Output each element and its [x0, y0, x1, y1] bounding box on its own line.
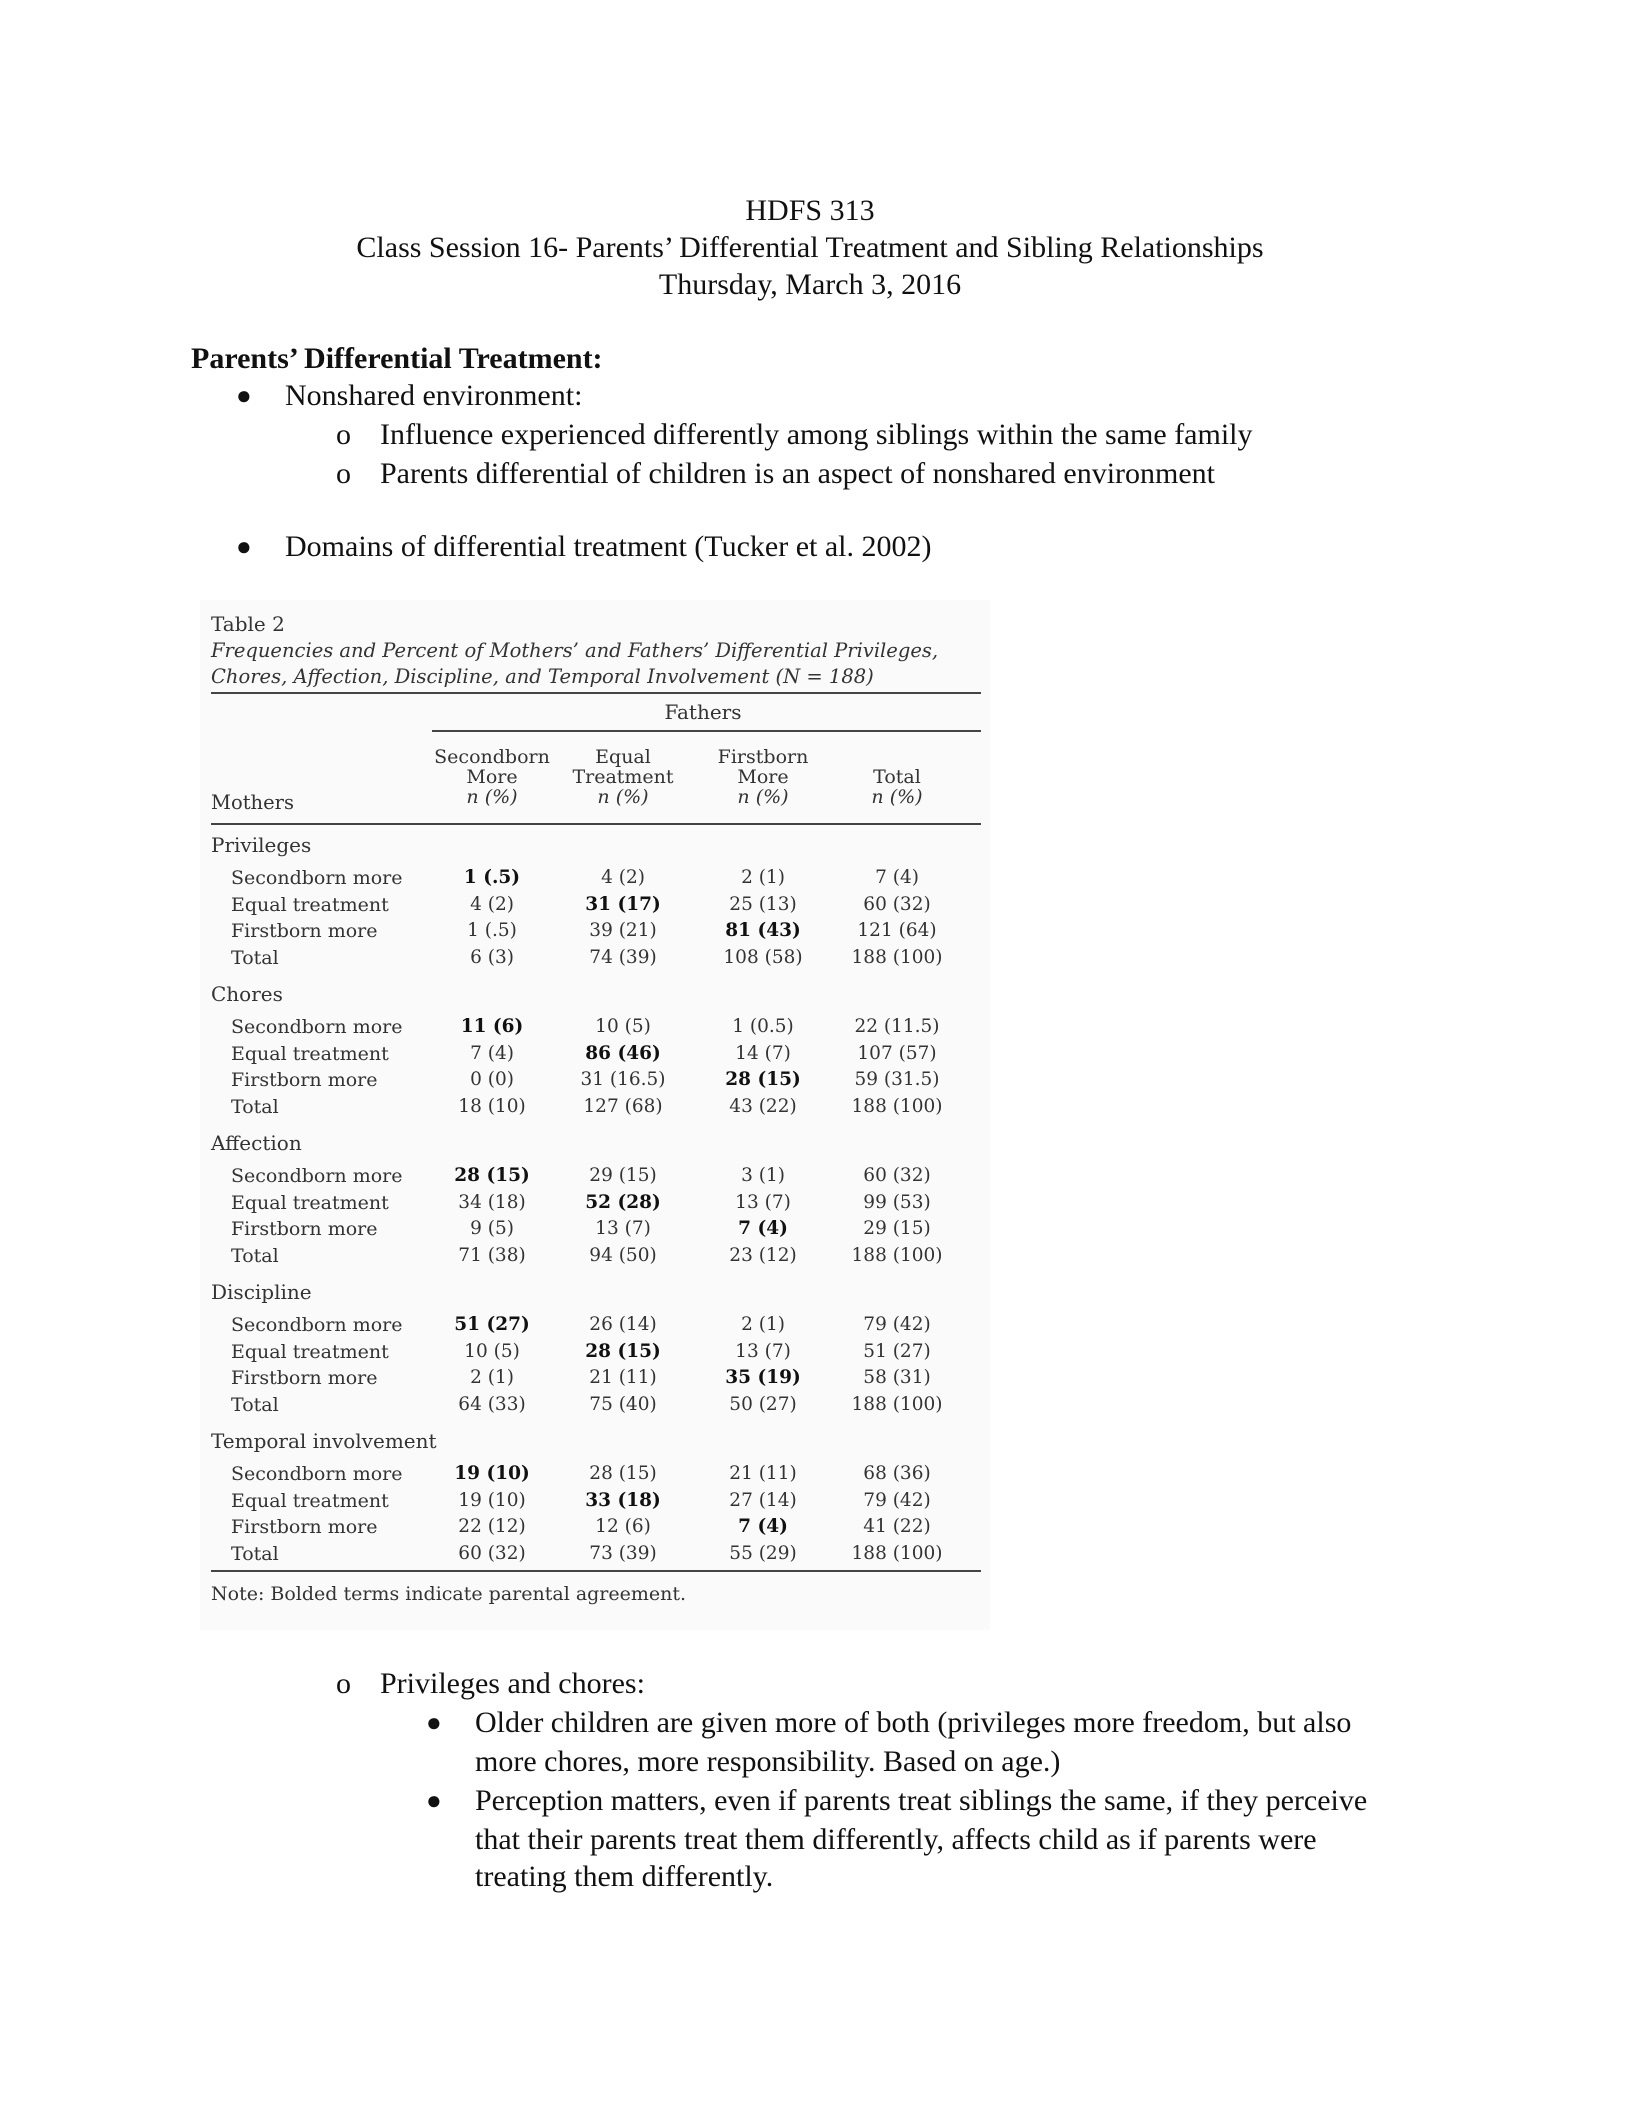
- group-label: Affection: [211, 1131, 302, 1155]
- table-cell: 58 (31): [863, 1367, 931, 1388]
- bullet-older-children-line1: Older children are given more of both (privileges more freedom, but also: [475, 1706, 1352, 1739]
- table-cell: 19 (10): [458, 1489, 526, 1511]
- table-cell: 127 (68): [583, 1095, 663, 1117]
- table-label: Table 2: [211, 612, 285, 636]
- table-cell: 52 (28): [585, 1191, 661, 1213]
- table-cell: 2 (1): [741, 867, 785, 888]
- table-cell: 2 (1): [470, 1367, 514, 1388]
- document-header: [0, 192, 1620, 303]
- fathers-header: Fathers: [664, 700, 742, 724]
- table-cell: 13 (7): [595, 1218, 651, 1239]
- row-label: Secondborn more: [231, 1314, 403, 1336]
- row-label: Secondborn more: [231, 867, 403, 889]
- bullet-icon: ●: [236, 381, 252, 410]
- table-cell: 28 (15): [725, 1069, 801, 1090]
- table-caption-line1: Frequencies and Percent of Mothers’ and Fathers’ Differential Privileges,: [211, 639, 939, 662]
- table-cell: 51 (27): [454, 1314, 530, 1335]
- table-cell: 64 (33): [458, 1393, 526, 1415]
- header-bottom-rule: [211, 823, 981, 825]
- table-cell: 28 (15): [589, 1463, 657, 1484]
- table-cell: 1 (0.5): [732, 1016, 794, 1037]
- table-cell: 79 (42): [863, 1489, 931, 1511]
- bullet-perception-line1: Perception matters, even if parents treat siblings the same, if they perceive: [475, 1784, 1368, 1817]
- bullet-icon: ●: [426, 1786, 442, 1815]
- table-cell: 94 (50): [589, 1244, 657, 1266]
- column-header-4-line2: Total: [873, 766, 921, 788]
- group-label: Discipline: [211, 1280, 312, 1304]
- table-cell: 7 (4): [470, 1042, 514, 1064]
- row-label: Equal treatment: [231, 1340, 389, 1363]
- table-note: Note: Bolded terms indicate parental agreement.: [211, 1583, 687, 1605]
- fathers-rule: [432, 730, 981, 732]
- table-cell: 188 (100): [851, 1095, 943, 1117]
- row-label: Total: [231, 946, 279, 969]
- table-cell: 6 (3): [470, 946, 514, 968]
- table-cell: 4 (2): [470, 893, 514, 915]
- sub-bullet-icon: o: [336, 418, 351, 451]
- mothers-header: Mothers: [211, 791, 294, 814]
- table-cell: 7 (4): [875, 867, 919, 888]
- table-cell: 74 (39): [589, 946, 657, 968]
- row-label: Equal treatment: [231, 1489, 389, 1512]
- table-cell: 31 (16.5): [580, 1069, 666, 1090]
- table-cell: 22 (11.5): [854, 1016, 940, 1037]
- table-cell: 59 (31.5): [854, 1069, 940, 1090]
- column-header-1-line2: More: [466, 766, 518, 788]
- sub-bullet-icon: o: [336, 457, 351, 490]
- table-cell: 19 (10): [454, 1463, 530, 1484]
- column-header-4-line3: n (%): [871, 786, 923, 808]
- bullet-domains: Domains of differential treatment (Tucker et al. 2002): [285, 530, 932, 563]
- table-cell: 60 (32): [863, 893, 931, 915]
- table-cell: 28 (15): [454, 1165, 530, 1186]
- table-cell: 75 (40): [589, 1393, 657, 1415]
- table-cell: 10 (5): [595, 1016, 651, 1037]
- table-cell: 34 (18): [458, 1191, 526, 1213]
- row-label: Secondborn more: [231, 1016, 403, 1038]
- table-cell: 13 (7): [735, 1191, 791, 1213]
- row-label: Firstborn more: [231, 1516, 378, 1538]
- table-cell: 188 (100): [851, 1542, 943, 1564]
- row-label: Total: [231, 1542, 279, 1565]
- table-cell: 107 (57): [857, 1042, 937, 1064]
- sub-bullet-icon: o: [336, 1667, 351, 1700]
- session-date: Thursday, March 3, 2016: [658, 268, 962, 301]
- table-caption: [211, 638, 991, 690]
- table-cell: 27 (14): [729, 1489, 797, 1511]
- table-cell: 39 (21): [589, 920, 657, 941]
- table-cell: 10 (5): [464, 1340, 520, 1362]
- table-cell: 51 (27): [863, 1340, 931, 1362]
- sub-bullet-influence: Influence experienced differently among siblings within the same family: [380, 418, 1253, 451]
- table-cell: 3 (1): [741, 1165, 785, 1186]
- table-cell: 55 (29): [729, 1542, 797, 1564]
- table-cell: 29 (15): [589, 1165, 657, 1186]
- row-label: Secondborn more: [231, 1463, 403, 1485]
- table-cell: 68 (36): [863, 1463, 931, 1484]
- bullet-perception-line2: that their parents treat them differently, affects child as if parents were: [475, 1823, 1317, 1856]
- group-label: Privileges: [211, 833, 312, 857]
- table-cell: 188 (100): [851, 946, 943, 968]
- table-cell: 73 (39): [589, 1542, 657, 1564]
- column-header-1-line1: Secondborn: [434, 746, 550, 768]
- group-label: Temporal involvement: [211, 1429, 437, 1453]
- table-bottom-rule: [211, 1570, 981, 1572]
- row-label: Equal treatment: [231, 893, 389, 916]
- row-label: Firstborn more: [231, 1069, 378, 1091]
- row-label: Total: [231, 1244, 279, 1267]
- table-cell: 79 (42): [863, 1314, 931, 1335]
- sub-bullet-privileges-chores: Privileges and chores:: [380, 1667, 645, 1700]
- row-label: Total: [231, 1393, 279, 1416]
- table-cell: 50 (27): [729, 1393, 797, 1415]
- row-label: Firstborn more: [231, 920, 378, 942]
- table-cell: 188 (100): [851, 1244, 943, 1266]
- row-label: Secondborn more: [231, 1165, 403, 1187]
- bullet-nonshared: Nonshared environment:: [285, 379, 583, 412]
- session-title: Class Session 16- Parents’ Differential Treatment and Sibling Relationships: [356, 231, 1264, 264]
- row-label: Firstborn more: [231, 1218, 378, 1240]
- column-header-1-line3: n (%): [466, 786, 518, 808]
- sub-bullet-parents: Parents differential of children is an aspect of nonshared environment: [380, 457, 1216, 490]
- table-cell: 1 (.5): [463, 867, 521, 888]
- column-header-2-line3: n (%): [597, 786, 649, 808]
- table-cell: 60 (32): [458, 1542, 526, 1564]
- table-cell: 12 (6): [595, 1516, 651, 1537]
- table-cell: 13 (7): [735, 1340, 791, 1362]
- table-cell: 41 (22): [863, 1516, 931, 1537]
- table-cell: 188 (100): [851, 1393, 943, 1415]
- table-cell: 108 (58): [723, 946, 803, 968]
- table-cell: 4 (2): [601, 867, 645, 888]
- table-cell: 86 (46): [585, 1042, 661, 1064]
- table-cell: 21 (11): [589, 1367, 657, 1388]
- table-cell: 121 (64): [857, 920, 937, 941]
- table-cell: 25 (13): [729, 893, 797, 915]
- section-heading: Parents’ Differential Treatment:: [191, 342, 603, 375]
- column-header-3-line3: n (%): [737, 786, 789, 808]
- table-cell: 33 (18): [585, 1489, 661, 1511]
- table-cell: 43 (22): [729, 1095, 797, 1117]
- table-caption-line2: Chores, Affection, Discipline, and Temporal Involvement (N = 188): [211, 665, 874, 688]
- table-cell: 22 (12): [458, 1516, 526, 1537]
- bullet-perception-line3: treating them differently.: [475, 1860, 774, 1893]
- bullet-icon: ●: [426, 1708, 442, 1737]
- table-cell: 31 (17): [585, 893, 661, 915]
- table-cell: 35 (19): [725, 1367, 801, 1388]
- table-cell: 0 (0): [470, 1069, 514, 1090]
- table-cell: 23 (12): [729, 1244, 797, 1266]
- table-cell: 28 (15): [585, 1340, 661, 1362]
- row-label: Firstborn more: [231, 1367, 378, 1389]
- row-label: Equal treatment: [231, 1042, 389, 1065]
- table-cell: 21 (11): [729, 1463, 797, 1484]
- table-cell: 29 (15): [863, 1218, 931, 1239]
- table-cell: 99 (53): [863, 1191, 931, 1213]
- table-cell: 11 (6): [460, 1016, 524, 1037]
- row-label: Equal treatment: [231, 1191, 389, 1214]
- column-header-3-line2: More: [737, 766, 789, 788]
- table-cell: 1 (.5): [467, 920, 517, 941]
- table-cell: 9 (5): [470, 1218, 514, 1239]
- table-cell: 7 (4): [738, 1218, 788, 1239]
- column-header-3-line1: Firstborn: [717, 746, 809, 768]
- bullet-older-children-line2: more chores, more responsibility. Based on age.): [475, 1745, 1061, 1778]
- differential-treatment-table: [200, 600, 990, 1630]
- table-cell: 7 (4): [738, 1516, 788, 1537]
- column-header-2-line2: Treatment: [572, 766, 674, 788]
- table-cell: 2 (1): [741, 1314, 785, 1335]
- table-cell: 26 (14): [589, 1314, 657, 1335]
- table-cell: 18 (10): [458, 1095, 526, 1117]
- bullet-icon: ●: [236, 532, 252, 561]
- column-header-2-line1: Equal: [595, 746, 651, 768]
- table-cell: 71 (38): [458, 1244, 526, 1266]
- table-top-rule: [211, 692, 981, 694]
- table-cell: 60 (32): [863, 1165, 931, 1186]
- table-cell: 14 (7): [735, 1042, 791, 1064]
- row-label: Total: [231, 1095, 279, 1118]
- table-cell: 81 (43): [725, 920, 801, 941]
- course-title: HDFS 313: [745, 194, 875, 227]
- group-label: Chores: [211, 982, 283, 1006]
